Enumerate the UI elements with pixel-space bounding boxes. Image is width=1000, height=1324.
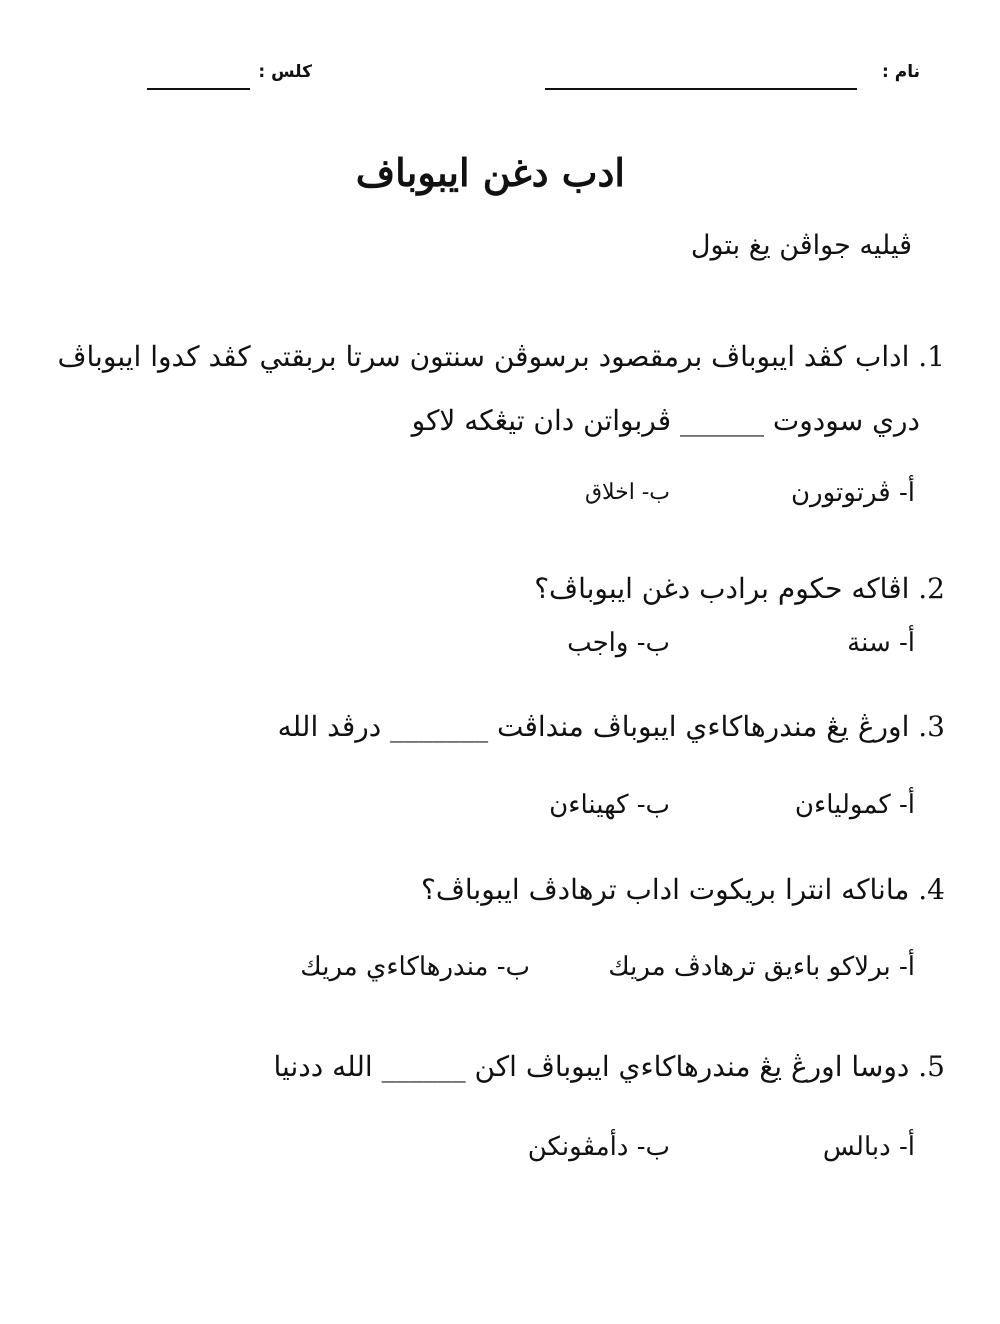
name-blank-line[interactable]: [545, 88, 857, 90]
question-1-option-b[interactable]: ب- اخلاق: [584, 480, 670, 505]
name-label: نام :: [882, 62, 920, 82]
question-4-option-a[interactable]: أ- برلاكو باءيق ترهادڤ مريك: [608, 952, 915, 982]
question-1-option-a[interactable]: أ- ڤرتوتورن: [790, 478, 915, 508]
class-blank-line[interactable]: [147, 88, 250, 90]
question-3: 3. اورڠ يڠ مندرهاكاءي ايبوباڤ منداڤت _______ درڤد الله: [277, 710, 945, 743]
question-2-option-b[interactable]: ب- واجب: [567, 628, 670, 658]
question-3-option-a[interactable]: أ- كمولياءن: [794, 790, 915, 820]
question-5: 5. دوسا اورڠ يڠ مندرهاكاءي ايبوباڤ اكن ______ الله ددنيا: [273, 1050, 945, 1083]
question-5-option-a[interactable]: أ- دبالس: [822, 1132, 915, 1162]
question-4: 4. ماناكه انترا بريكوت اداب ترهادڤ ايبوباڤ؟: [420, 873, 945, 906]
instruction: ڤيليه جواڤن يغ بتول: [690, 230, 912, 261]
question-4-option-b[interactable]: ب- مندرهاكاءي مريك: [300, 952, 530, 982]
question-1-line-2: دري سودوت ______ ڤربواتن دان تيڠكه لاكو: [411, 404, 920, 437]
question-1-line-1: 1. اداب كڤد ايبوباڤ برمقصود برسوڤن سنتون سرتا بربقتي كڤد كدوا ايبوباڤ: [57, 340, 945, 373]
question-2: 2. اڤاكه حكوم برادب دغن ايبوباڤ؟: [534, 572, 945, 605]
question-2-option-a[interactable]: أ- سنة: [847, 628, 915, 658]
question-5-option-b[interactable]: ب- دأمڤونكن: [527, 1132, 670, 1162]
question-3-option-b[interactable]: ب- كهيناءن: [549, 790, 670, 820]
worksheet-title: ادب دغن ايبوباف: [355, 150, 625, 195]
class-label: كلس :: [258, 62, 312, 82]
